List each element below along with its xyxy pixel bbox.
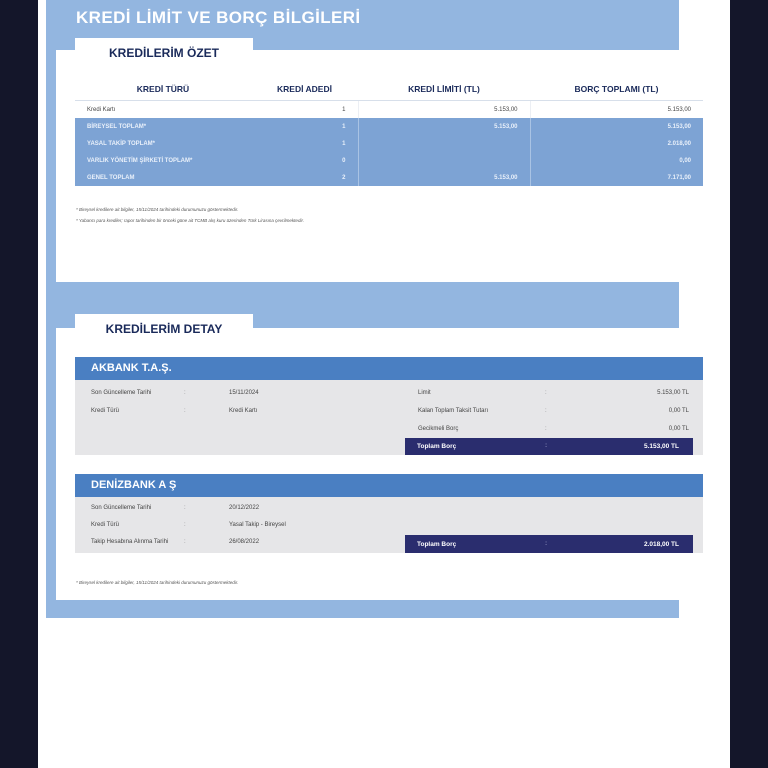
cell-type: VARLIK YÖNETİM ŞİRKETİ TOPLAM* (75, 152, 251, 169)
summary-tab: KREDİLERİM ÖZET (75, 38, 253, 68)
summary-table (75, 78, 703, 186)
summary-note-1: * Bireysel kredilere ait bilgiler, 15/11/2024 tarihindeki durumunuzu göstermektedir. (76, 207, 239, 212)
cell-debt: 0,00 (530, 152, 703, 169)
value-last-update: 15/11/2024 (229, 390, 259, 396)
header-debt-total: BORÇ TOPLAMI (TL) (530, 78, 703, 101)
cell-limit (358, 152, 530, 169)
separator: : (545, 390, 547, 396)
separator: : (184, 522, 186, 528)
cell-count: 1 (251, 135, 358, 152)
bank-details (75, 497, 703, 553)
cell-limit: 5.153,00 (358, 169, 530, 186)
total-debt-value: 2.018,00 TL (643, 541, 679, 548)
table-row (75, 118, 703, 135)
cell-type: Kredi Kartı (87, 106, 116, 113)
cell-type: BİREYSEL TOPLAM* (75, 118, 251, 135)
bank-card-akbank (75, 357, 703, 455)
cell-limit (358, 135, 530, 152)
total-debt-label: Toplam Borç (417, 443, 457, 450)
label-followup-date: Takip Hesabına Alınma Tarihi (91, 539, 169, 545)
bank-name: AKBANK T.A.Ş. (75, 357, 703, 380)
value-followup-date: 26/08/2022 (229, 539, 260, 545)
cell-debt: 5.153,00 (530, 101, 703, 119)
header-credit-limit: KREDİ LİMİTİ (TL) (358, 78, 530, 101)
total-debt-label: Toplam Borç (417, 541, 457, 548)
cell-count: 1 (342, 106, 346, 113)
cell-debt: 2.018,00 (530, 135, 703, 152)
value-limit: 5.153,00 TL (657, 390, 689, 396)
cell-count: 0 (251, 152, 358, 169)
cell-count: 2 (251, 169, 358, 186)
table-row (75, 169, 703, 186)
header-credit-type: KREDİ TÜRÜ (75, 78, 251, 101)
separator: : (545, 540, 548, 547)
label-limit: Limit (418, 390, 431, 396)
bank-card-denizbank (75, 474, 703, 553)
total-debt-box (405, 535, 693, 553)
table-row (75, 152, 703, 169)
summary-note-2: * Yabancı para krediler; rapor tarihinden bir önceki güne ait TCMB alış kuru üzerinden Türk Lirasına çevrilmektedir. (76, 218, 305, 223)
value-last-update: 20/12/2022 (229, 505, 260, 511)
label-credit-type: Kredi Türü (91, 522, 119, 528)
detail-note: * Bireysel kredilere ait bilgiler, 15/11/2024 tarihindeki durumunuzu göstermektedir. (76, 580, 239, 585)
label-overdue-debt: Gecikmeli Borç (418, 426, 459, 432)
cell-limit: 5.153,00 (358, 101, 530, 119)
table-row (75, 101, 703, 119)
separator: : (545, 442, 548, 449)
table-row (75, 135, 703, 152)
bank-details (75, 380, 703, 455)
cell-count: 1 (251, 118, 358, 135)
label-last-update: Son Güncelleme Tarihi (91, 390, 152, 396)
separator: : (184, 390, 186, 396)
separator: : (545, 426, 547, 432)
label-credit-type: Kredi Türü (91, 408, 119, 414)
total-debt-value: 5.153,00 TL (643, 443, 679, 450)
separator: : (184, 408, 186, 414)
cell-debt: 5.153,00 (530, 118, 703, 135)
detail-tab: KREDİLERİM DETAY (75, 314, 253, 344)
cell-type: YASAL TAKİP TOPLAM* (75, 135, 251, 152)
page-title: KREDİ LİMİT VE BORÇ BİLGİLERİ (76, 8, 361, 27)
cell-debt: 7.171,00 (530, 169, 703, 186)
value-overdue-debt: 0,00 TL (668, 426, 689, 432)
cell-type: GENEL TOPLAM (75, 169, 251, 186)
label-remaining-installment: Kalan Toplam Taksit Tutarı (418, 408, 489, 414)
value-remaining-installment: 0,00 TL (668, 408, 689, 414)
bank-name: DENİZBANK A Ş (75, 474, 703, 497)
total-debt-box (405, 438, 693, 455)
label-last-update: Son Güncelleme Tarihi (91, 505, 152, 511)
value-credit-type: Kredi Kartı (229, 408, 258, 414)
separator: : (545, 408, 547, 414)
cell-limit: 5.153,00 (358, 118, 530, 135)
summary-header-row (75, 78, 703, 101)
value-credit-type: Yasal Takip - Bireysel (229, 522, 286, 528)
separator: : (184, 539, 186, 545)
header-credit-count: KREDİ ADEDİ (251, 78, 358, 101)
separator: : (184, 505, 186, 511)
